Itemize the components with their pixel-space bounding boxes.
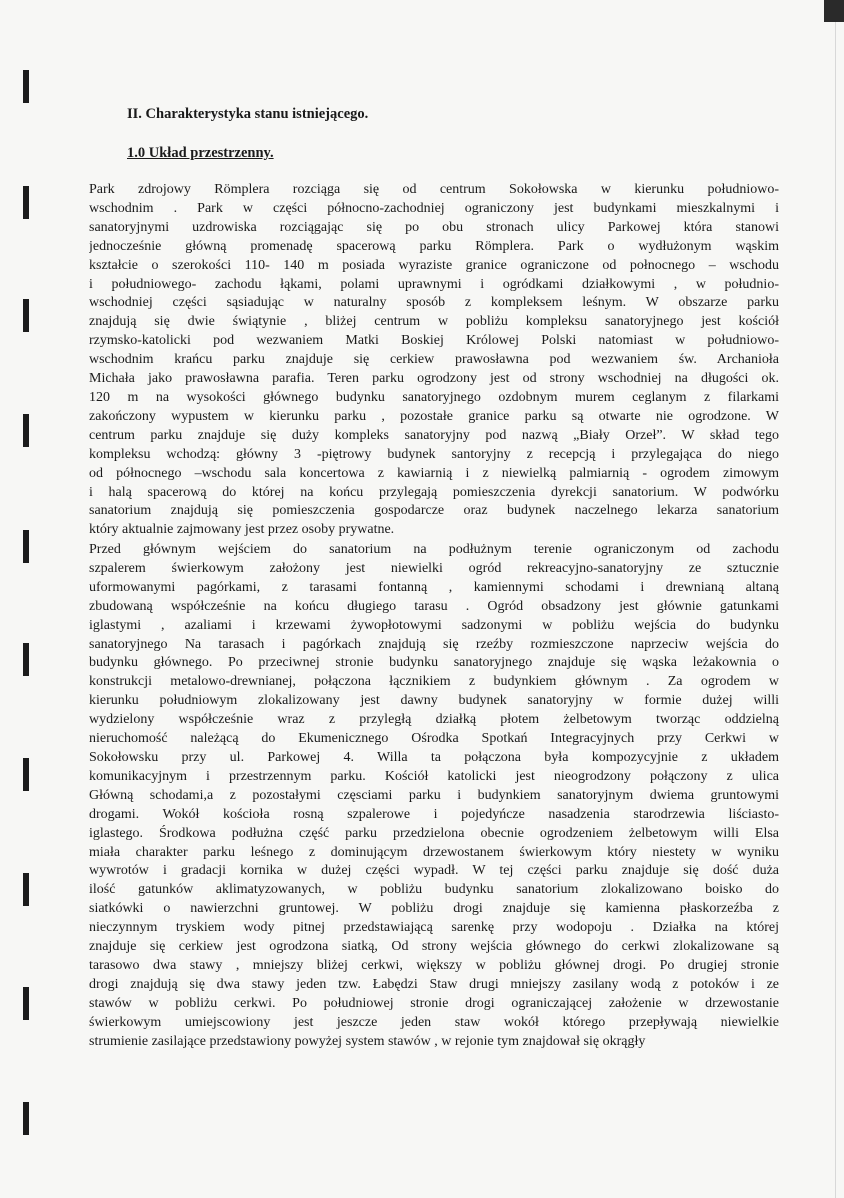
text-line: ilość gatunków aklimatyzowanych, w pobliżu budynku sanatorium zlokalizowano boisko do	[89, 882, 779, 898]
text-line: strumienie zasilające przedstawiony powyżej system stawów , w rejonie tym znajdował się okrągły	[89, 1033, 646, 1049]
binding-hole-mark	[23, 299, 29, 332]
binding-hole-mark	[23, 530, 29, 563]
text-line: Sokołowsku przy ul. Parkowej 4. Willa ta połączona była kompozycyjnie z układem	[89, 749, 779, 765]
binding-hole-mark	[23, 186, 29, 219]
text-line: od północnego –wschodu sala koncertowa z kawiarnią i z niewielką palmiarnią - ogrodem zimowym	[89, 465, 779, 481]
paragraph-1	[89, 181, 779, 540]
text-line: miała charakter parku leśnego z dominującym drzewostanem świerkowym który niestety w wyniku	[89, 844, 779, 860]
text-line: drogi znajdują się dwa stawy jeden tzw. Łabędzi Staw drugi mniejszy zasilany wodą z potoków i ze	[89, 976, 779, 992]
text-line: budynku głównego. Po przeciwnej stronie budynku sanatoryjnego znajduje się wąska leżakownia o	[89, 655, 779, 671]
text-line: iglastymi , azaliami i krzewami żywopłotowymi sadzonymi w pobliżu wejścia do budynku	[89, 617, 779, 633]
text-line: kierunku południowym zlokalizowany jest dawny budynek sanatoryjny w formie dużej willi	[89, 693, 779, 709]
text-line: nieczynnym tryskiem wody pitnej przedstawiającą sarenkę przy wodopoju . Działka na której	[89, 920, 779, 936]
text-line: jednocześnie główną promenadę spacerową parku Römplera. Park o wydłużonym wąskim	[89, 238, 779, 254]
text-line: wschodnim . Park w części północno-zachodniej ograniczony jest budynkami mieszkalnymi i	[89, 200, 779, 216]
text-line: Park zdrojowy Römplera rozciąga się od centrum Sokołowska w kierunku południowo-	[89, 182, 779, 197]
text-line: zakończony wypustem w kierunku parku , pozostałe granice parku są otwarte nie ogrodzone. W	[89, 408, 779, 424]
text-line: kształcie o szerokości 110- 140 m posiada wyraziste granice ograniczone od połnocnego – wschodu	[89, 257, 779, 273]
text-line: znajduje się cerkiew jest ogrodzona siatką, Od strony wejścia głównego do cerkwi zlokalizowane są	[89, 939, 779, 955]
text-line: który aktualnie zajmowany jest przez osoby prywatne.	[89, 522, 395, 538]
text-line: iglastego. Środkowa podłużna część parku przedzielona obecnie ogrodzeniem żelbetowym willi Elsa	[89, 825, 779, 841]
binding-hole-mark	[23, 758, 29, 791]
binding-hole-mark	[23, 414, 29, 447]
text-line: tarasowo dwa stawy , mniejszy bliżej cerkwi, większy w pobliżu głównej drogi. Po drugiej stronie	[89, 957, 779, 973]
text-line: 120 m na wysokości głównego budynku sanatoryjnego ozdobnym murem ceglanym z filarkami	[89, 389, 779, 405]
text-line: drogami. Wokół kościoła rosną szpalerowe i pojedyńcze nasadzenia starodrzewia liściasto-	[89, 806, 779, 822]
binding-hole-mark	[23, 1102, 29, 1135]
text-line: uformowanymi pagórkami, z tarasami fontanną , kamiennymi schodami i drewnianą altaną	[89, 579, 779, 595]
text-line: zbudowaną współcześnie na końcu długiego tarasu . Ogród obsadzony jest głównie gatunkami	[89, 598, 779, 614]
text-line: wschodniej części sąsiadując w naturalny sposób z kompleksem leśnym. W obszarze parku	[89, 295, 779, 311]
page-edge-line	[835, 22, 836, 1198]
binding-hole-mark	[23, 987, 29, 1020]
text-line: nieruchomość należącą do Ekumenicznego Ośrodka Spotkań Integracyjnych przy Cerkwi w	[89, 731, 779, 747]
text-line: sanatoryjnego Na tarasach i pagórkach znajdują się rzeźby rozmieszczone naprzeciw wejścia do	[89, 636, 779, 652]
text-line: konstrukcji metalowo-drewnianej, połączona łącznikiem z budynkiem głównym . Za ogrodem w	[89, 674, 779, 690]
scan-corner-mark	[824, 0, 844, 22]
text-line: i południowego- zachodu łąkami, polami uprawnymi i ogródkami działkowymi , w południo-	[89, 276, 779, 292]
text-line: kompleksu wchodzą: główny 3 -piętrowy budynek santoryjny z recepcją i przylegająca do niego	[89, 446, 779, 462]
text-line: świerkowym umiejscowiony jest jeszcze jeden staw wokół którego przepływają niewielkie	[89, 1014, 779, 1030]
text-line: wydzielony współcześnie wraz z przyległą działką płotem żelbetowym tworząc oddzielną	[89, 712, 779, 728]
paragraph-2	[89, 541, 779, 1051]
text-line: Główną schodami,a z pozostałymi częsciami parku i budynkiem sanatoryjnym dwiema gruntowymi	[89, 787, 779, 803]
text-line: Przed głównym wejściem do sanatorium na podłużnym terenie ograniczonym od zachodu	[89, 542, 779, 557]
text-line: wschodnim krańcu parku znajduje się cerkiew prawosławna pod wezwaniem św. Archanioła	[89, 352, 779, 368]
binding-hole-mark	[23, 643, 29, 676]
text-line: znajdują się dwie świątynie , bliżej centrum w pobliżu kompleksu sanatoryjnego jest kościół	[89, 314, 779, 330]
subsection-title: 1.0 Układ przestrzenny.	[127, 145, 274, 161]
text-line: komunikacyjnym i przestrzennym parku. Kościół katolicki jest nieogrodzony połączony z ulica	[89, 768, 779, 784]
binding-hole-mark	[23, 873, 29, 906]
section-title: II. Charakterystyka stanu istniejącego.	[127, 106, 369, 122]
text-line: wywrotów i gradacji kornika w dużej części wypadł. W tej części parku znajduje się dość duża	[89, 863, 779, 879]
text-line: Michała jako prawosławna parafia. Teren parku ogrodzony jest od strony wschodniej na długości ok.	[89, 371, 779, 387]
text-line: centrum parku znajduje się duży kompleks sanatoryjny pod nazwą „Biały Orzeł”. W skład tego	[89, 427, 779, 443]
binding-hole-mark	[23, 70, 29, 103]
text-line: siatkówki o nawierzchni gruntowej. W pobliżu drogi znajduje się kamienna płaskorzeźba z	[89, 901, 779, 917]
text-line: i halą spacerową do której na końcu przylegają pomieszczenia dyrekcji sanatorium. W podwórku	[89, 484, 779, 500]
text-line: stawów w pobliżu cerkwi. Po południowej stronie drogi ograniczającej założenie w drzewostanie	[89, 995, 779, 1011]
text-line: szpalerem świerkowym założony jest niewielki ogród rekreacyjno-sanatoryjny ze sztucznie	[89, 560, 779, 576]
text-line: sanatoryjnymi uzdrowiska rozciągając się po obu stronach ulicy Parkowej która stanowi	[89, 219, 779, 235]
text-line: sanatorium znajdują się pomieszczenia gospodarcze oraz budynek naczelnego lekarza sanatorium	[89, 503, 779, 519]
text-line: rzymsko-katolicki pod wezwaniem Matki Boskiej Królowej Polski natomiast w południowo-	[89, 333, 779, 349]
